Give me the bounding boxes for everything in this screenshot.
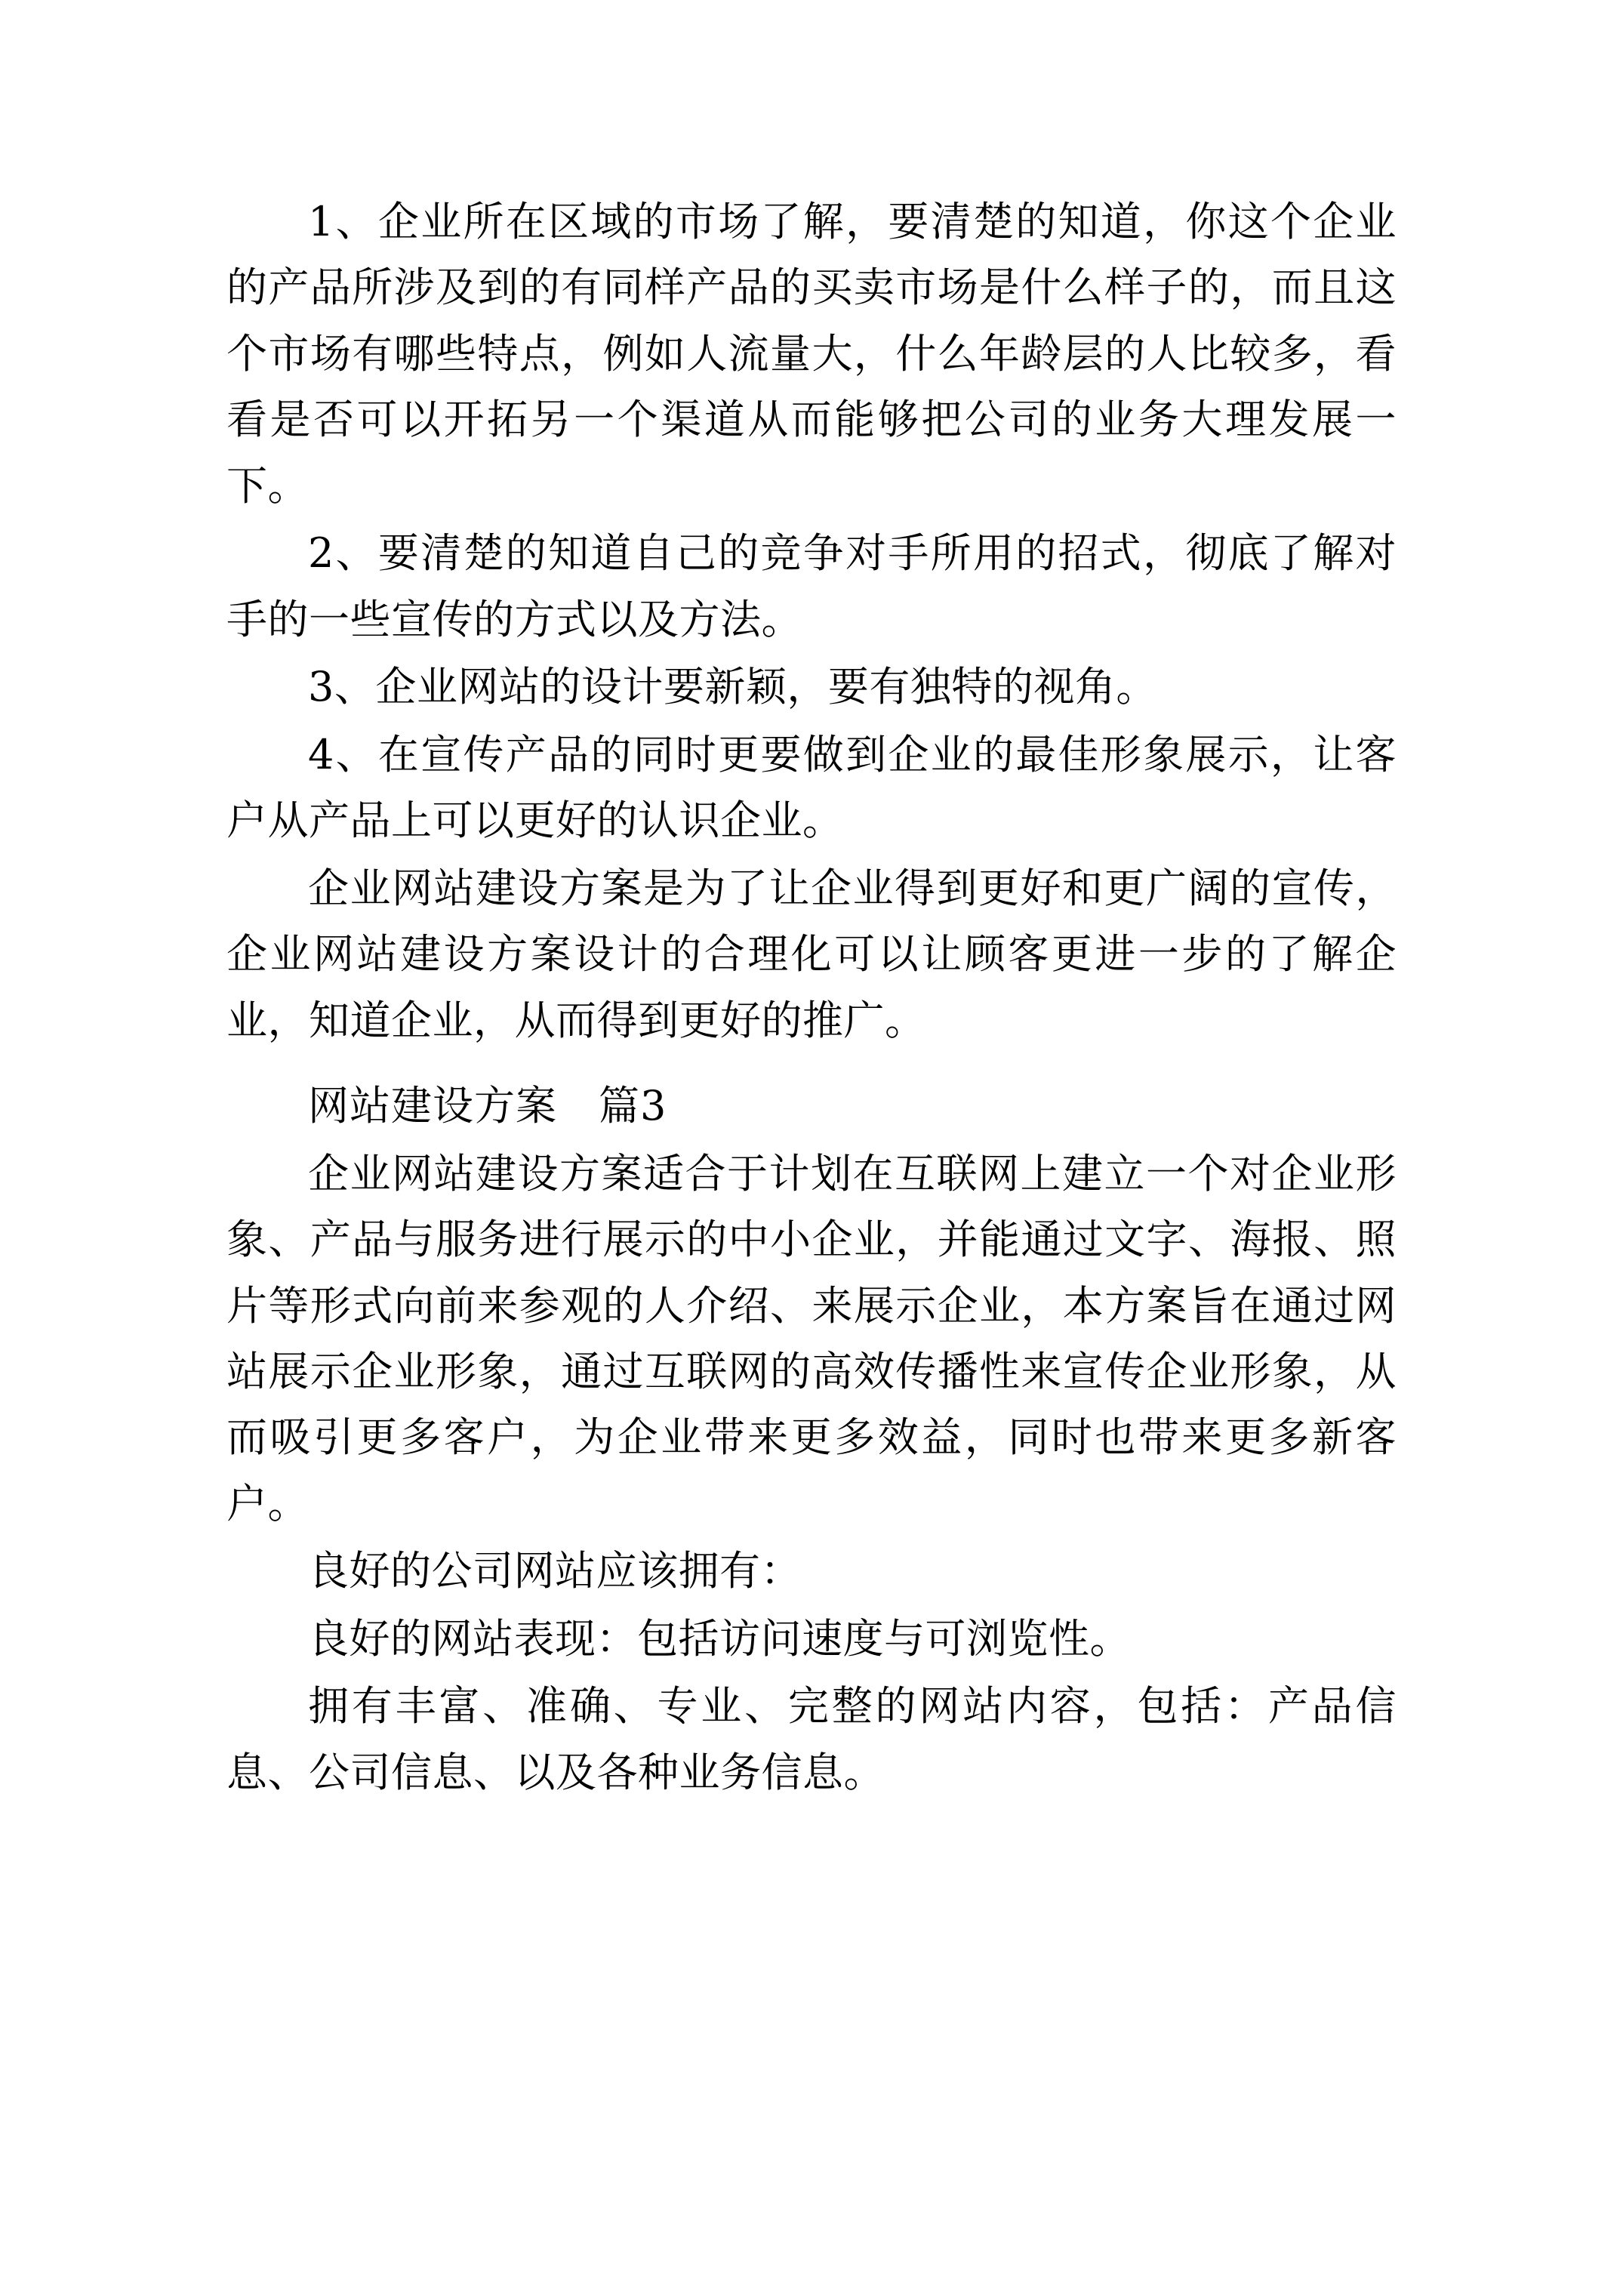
paragraph-item-1: 1、企业所在区域的市场了解，要清楚的知道，你这个企业的产品所涉及到的有同样产品的买卖市场是什么样子的，而且这个市场有哪些特点，例如人流量大，什么年龄层的人比较多，看看是否可以开拓另一个渠道从而能够把公司的业务大理发展一下。 bbox=[226, 198, 1397, 510]
paragraph-item-4: 4、在宣传产品的同时更要做到企业的最佳形象展示，让客户从产品上可以更好的认识企业。 bbox=[226, 730, 1397, 845]
paragraph-good-site: 良好的公司网站应该拥有： bbox=[308, 1547, 802, 1595]
document-body bbox=[226, 189, 1397, 1805]
paragraph-content: 拥有丰富、准确、专业、完整的网站内容，包括：产品信息、公司信息、以及各种业务信息。 bbox=[226, 1682, 1397, 1796]
section-heading: 网站建设方案 篇3 bbox=[308, 1082, 667, 1130]
paragraph-summary: 企业网站建设方案是为了让企业得到更好和更广阔的宣传，企业网站建设方案设计的合理化可以让顾客更进一步的了解企业，知道企业，从而得到更好的推广。 bbox=[226, 864, 1397, 1044]
paragraph-section-intro: 企业网站建设方案适合于计划在互联网上建立一个对企业形象、产品与服务进行展示的中小企业，并能通过文字、海报、照片等形式向前来参观的人介绍、来展示企业，本方案旨在通过网站展示企业形象，通过互联网的高效传播性来宣传企业形象，从而吸引更多客户，为企业带来更多效益，同时也带来更多新客户。 bbox=[226, 1149, 1397, 1527]
paragraph-performance: 良好的网站表现：包括访问速度与可浏览性。 bbox=[308, 1614, 1131, 1663]
paragraph-item-2: 2、要清楚的知道自己的竞争对手所用的招式，彻底了解对手的一些宣传的方式以及方法。 bbox=[226, 529, 1397, 643]
paragraph-item-3: 3、企业网站的设计要新颖，要有独特的视角。 bbox=[308, 663, 1157, 711]
